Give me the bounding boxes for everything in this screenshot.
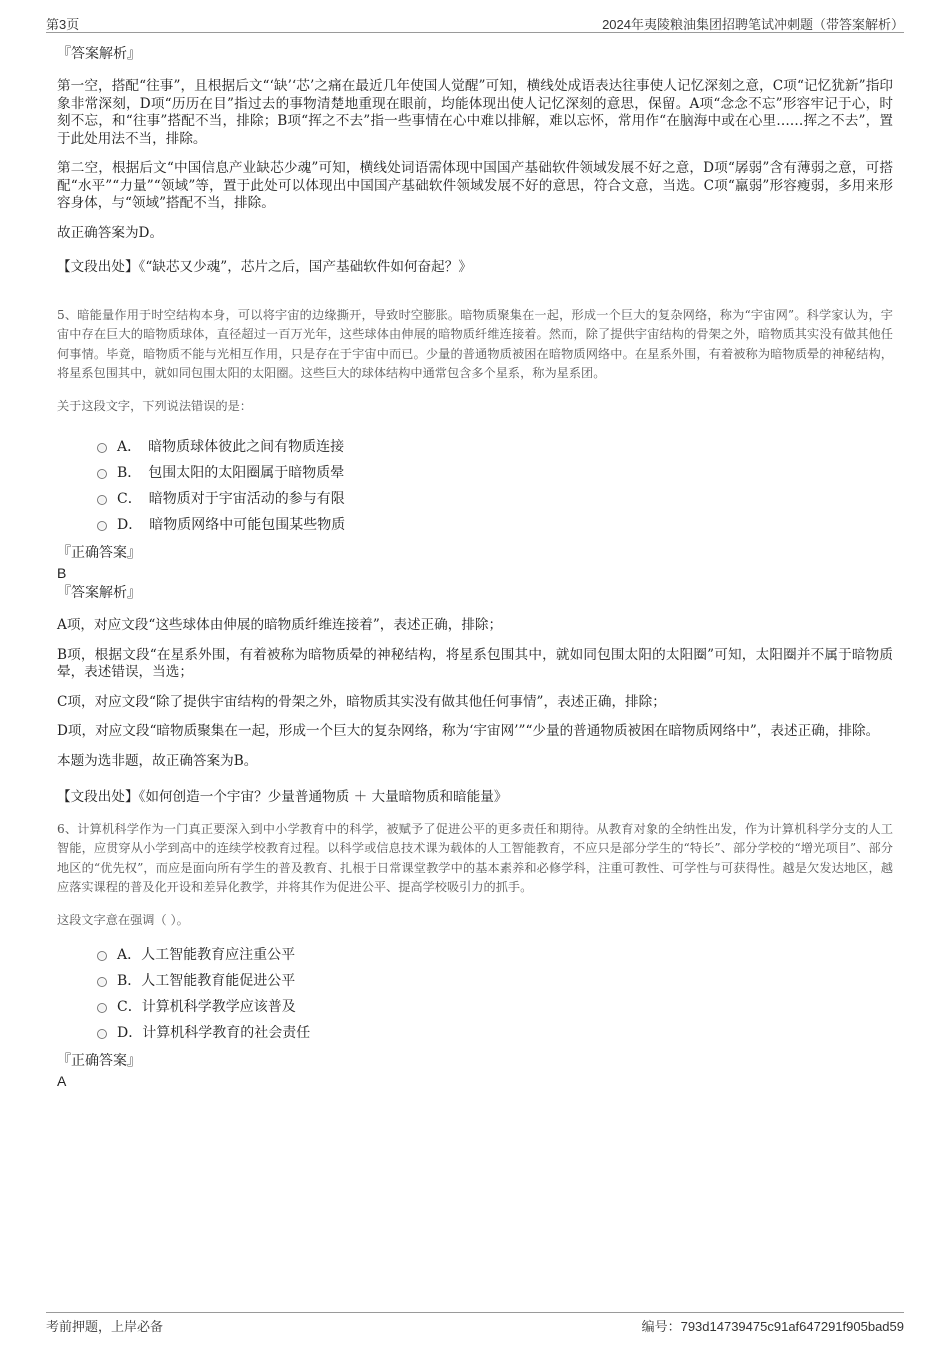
- option-c[interactable]: [97, 993, 893, 1019]
- option-label: C． 暗物质对于宇宙活动的参与有限: [117, 491, 345, 508]
- answer-value: A: [57, 1073, 67, 1090]
- question-stem: 5、暗能量作用于时空结构本身，可以将宇宙的边缘撕开，导致时空膨胀。暗物质聚集在一起，形成一个巨大的复杂网络，称为“宇宙网”。科学家认为，宇宙中存在巨大的暗物质球体，直径超过一百万光年，这些球体由伸展的暗物质纤维连接着。然而，除了提供宇宙结构的骨架之外，暗物质其实没有做其他任何事情。毕竟，暗物质不能与光相互作用，只是存在于宇宙中而已。少量的普通物质被困在暗物质网络中。在星系外围，有着被称为暗物质晕的神秘结构，将星系包围其中，就如同包围太阳的太阳圈。这些巨大的球体结构中通常包含多个星系，称为星系团。: [57, 308, 893, 380]
- answer-label: 『正确答案』: [57, 1053, 141, 1070]
- option-label: A． 暗物质球体彼此之间有物质连接: [117, 439, 345, 456]
- radio-icon[interactable]: [97, 443, 107, 453]
- option-label: C．计算机科学教学应该普及: [117, 999, 296, 1016]
- source-citation: 【文段出处】《“缺芯又少魂”，芯片之后，国产基础软件如何奋起？》: [57, 259, 472, 275]
- answer-label: 『正确答案』: [57, 545, 141, 562]
- question-prompt: 关于这段文字，下列说法错误的是：: [57, 399, 252, 414]
- analysis-paragraph: A项，对应文段“这些球体由伸展的暗物质纤维连接着”，表述正确，排除；: [57, 617, 503, 634]
- question-stem: 6、计算机科学作为一门真正要深入到中小学教育中的科学，被赋予了促进公平的更多责任和期待。从教育对象的全纳性出发，作为计算机科学分支的人工智能，应贯穿从小学到高中的连续学校教育过程。以科学或信息技术课为载体的人工智能教育，不应只是部分学生的“特长”、部分学校的“增光项目”、部分地区的“优先权”，而应是面向所有学生的普及教育、扎根于日常课堂教学中的基本素养和必修学科，注重可教性、可学性与可获得性。越是欠发达地区，越应落实课程的普及化开设和差异化教学，并将其作为促进公平、提高学校吸引力的抓手。: [57, 822, 893, 895]
- analysis-paragraph: B项，根据文段“在星系外围，有着被称为暗物质晕的神秘结构，将星系包围其中，就如同包围太阳的太阳圈”可知，太阳圈并不属于暗物质晕，表述错误，当选；: [57, 646, 893, 681]
- option-b[interactable]: [97, 459, 893, 485]
- answer-block: [57, 1051, 893, 1091]
- option-label: B． 包围太阳的太阳圈属于暗物质晕: [117, 465, 345, 482]
- analysis-label: 『答案解析』: [57, 46, 141, 62]
- page-header: [46, 14, 904, 33]
- page-footer: [46, 1312, 904, 1333]
- option-d[interactable]: [97, 511, 893, 537]
- radio-icon[interactable]: [97, 977, 107, 987]
- option-a[interactable]: [97, 941, 893, 967]
- analysis-label: 『答案解析』: [57, 585, 141, 602]
- radio-icon[interactable]: [97, 495, 107, 505]
- option-a[interactable]: [97, 433, 893, 459]
- option-d[interactable]: [97, 1019, 893, 1045]
- option-label: D． 暗物质网络中可能包围某些物质: [117, 517, 346, 534]
- analysis-paragraph: 第一空，搭配“往事”，且根据后文“‘缺’‘芯’之痛在最近几年使国人觉醒”可知，横线处成语表达往事使人记忆深刻之意，C项“记忆犹新”指印象非常深刻，D项“历历在目”指过去的事物清楚地重现在眼前，均能体现出使人记忆深刻的意思，保留。A项“念念不忘”形容牢记于心，时刻不忘，和“往事”搭配不当，排除；B项“挥之不去”指一些事情在心中难以排解，难以忘怀，常用作“在脑海中或在心里……挥之不去”，置于此处用法不当，排除。: [57, 78, 893, 147]
- document-code: 编号：793d14739475c91af647291f905bad59: [641, 1319, 904, 1334]
- analysis-paragraph: C项，对应文段“除了提供宇宙结构的骨架之外，暗物质其实没有做其他任何事情”，表述正确，排除；: [57, 693, 666, 710]
- option-c[interactable]: [97, 485, 893, 511]
- document-body: [57, 44, 893, 1101]
- radio-icon[interactable]: [97, 469, 107, 479]
- answer-value: B: [57, 565, 67, 582]
- page-number: 第3页: [46, 17, 80, 32]
- option-label: B．人工智能教育能促进公平: [117, 973, 296, 990]
- option-b[interactable]: [97, 967, 893, 993]
- footer-note: 考前押题，上岸必备: [46, 1319, 164, 1334]
- source-citation: 【文段出处】《如何创造一个宇宙？少量普通物质 ＋ 大量暗物质和暗能量》: [57, 789, 508, 806]
- radio-icon[interactable]: [97, 1003, 107, 1013]
- option-label: A．人工智能教育应注重公平: [117, 947, 296, 964]
- option-list: [97, 941, 893, 1045]
- analysis-paragraph: 第二空，根据后文“中国信息产业缺芯少魂”可知，横线处词语需体现中国国产基础软件领域发展不好之意，D项“孱弱”含有薄弱之意，可搭配“水平”“力量”“领域”等，置于此处可以体现出中国国产基础软件领域发展不好的意思，符合文意，当选。C项“羸弱”形容瘦弱，多用来形容身体，与“领域”搭配不当，排除。: [57, 160, 893, 211]
- radio-icon[interactable]: [97, 521, 107, 531]
- question-prompt: 这段文字意在强调（ ）。: [57, 913, 189, 928]
- option-list: [97, 433, 893, 537]
- analysis-conclusion: 故正确答案为D。: [57, 224, 164, 241]
- option-label: D．计算机科学教育的社会责任: [117, 1025, 311, 1042]
- answer-block: [57, 543, 893, 603]
- document-title: 2024年夷陵粮油集团招聘笔试冲刺题（带答案解析）: [602, 17, 904, 32]
- analysis-paragraph: D项，对应文段“暗物质聚集在一起，形成一个巨大的复杂网络，称为‘宇宙网’”“少量的普通物质被困在暗物质网络中”，表述正确，排除。: [57, 723, 880, 740]
- analysis-conclusion: 本题为选非题，故正确答案为B。: [57, 752, 258, 769]
- radio-icon[interactable]: [97, 1029, 107, 1039]
- radio-icon[interactable]: [97, 951, 107, 961]
